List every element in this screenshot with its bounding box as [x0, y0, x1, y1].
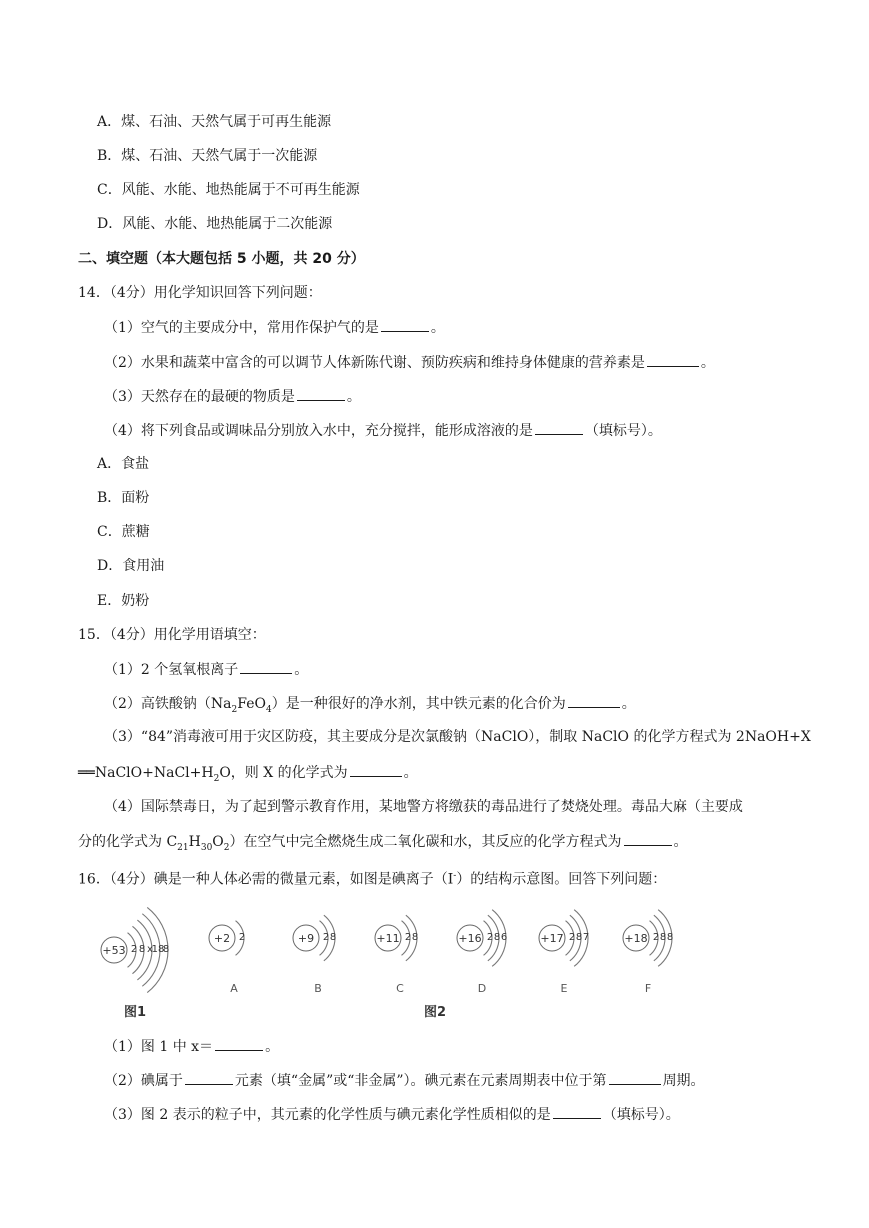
- electron-count: 6: [500, 932, 508, 943]
- answer-blank[interactable]: [647, 352, 699, 367]
- electron-count: 8: [575, 932, 583, 943]
- atom-letter: E: [560, 982, 568, 995]
- q15-part4-line1: （4）国际禁毒日，为了起到警示教育作用，某地警方将缴获的毒品进行了焚烧处理。毒品大麻（主要成: [104, 799, 743, 815]
- nucleus-charge: +9: [297, 932, 315, 945]
- atom-letter: F: [644, 982, 652, 995]
- section-heading: 二、填空题（本大题包括 5 小题，共 20 分）: [78, 251, 365, 267]
- q15-part3-line2: $══NaClO+NaCl+H_2O$，则 X 的化学式为 。: [78, 762, 418, 783]
- electron-count: x: [147, 944, 153, 955]
- answer-blank[interactable]: [535, 420, 583, 435]
- figure-2-label: 图2: [424, 1005, 447, 1020]
- electron-count: 8: [659, 932, 667, 943]
- electron-count: 2: [238, 932, 246, 943]
- answer-blank[interactable]: [624, 831, 672, 846]
- atom-letter: A: [230, 982, 238, 995]
- electron-count: 2: [652, 932, 660, 943]
- q14-option: D．食用油: [97, 558, 165, 574]
- answer-blank[interactable]: [553, 1104, 601, 1119]
- electron-count: 8: [666, 932, 674, 943]
- q14-option: E．奶粉: [97, 593, 150, 609]
- q14-option: B．面粉: [97, 490, 150, 506]
- electron-count: 8: [411, 932, 419, 943]
- atom-letter: D: [477, 982, 487, 995]
- q16-part1: （1）图 1 中 x＝ 。: [104, 1036, 279, 1057]
- nucleus-charge: +18: [624, 932, 648, 945]
- atom-letter: C: [396, 982, 404, 995]
- nucleus-charge: +17: [540, 932, 564, 945]
- q15-part2: （2）高铁酸钠$(Na_2FeO_4)$是一种很好的净水剂，其中铁元素的化合价为 。: [104, 693, 636, 714]
- q14-option: C．蔗糖: [97, 524, 150, 540]
- atomic-structure-figure: [90, 900, 730, 1024]
- nucleus-charge: +2: [213, 932, 231, 945]
- atom-letter: B: [314, 982, 322, 995]
- q15-part1: （1）2 个氢氧根离子 。: [104, 659, 308, 680]
- answer-blank[interactable]: [350, 762, 402, 777]
- answer-blank[interactable]: [297, 386, 345, 401]
- electron-count: 2: [130, 944, 138, 955]
- electron-count: 8: [493, 932, 501, 943]
- figure-1-label: 图1: [124, 1005, 147, 1020]
- q16-part2: （2）碘属于 元素（填“金属”或“非金属”）。碘元素在元素周期表中位于第 周期。: [104, 1070, 705, 1091]
- q14-part2: （2）水果和蔬菜中富含的可以调节人体新陈代谢、预防疾病和维持身体健康的营养素是 。: [104, 352, 715, 373]
- q14-part1: （1）空气的主要成分中，常用作保护气的是 。: [104, 317, 445, 338]
- option-c: C．风能、水能、地热能属于不可再生能源: [97, 182, 360, 198]
- answer-blank[interactable]: [240, 659, 292, 674]
- q15-part3-line1: （3）“84”消毒液可用于灾区防疫，其主要成分是次氯酸钠（NaClO），制取 NaClO 的化学方程式为 2NaOH+X: [104, 729, 811, 745]
- electron-count: 7: [582, 932, 590, 943]
- option-b: B．煤、石油、天然气属于一次能源: [97, 148, 318, 164]
- answer-blank[interactable]: [215, 1036, 263, 1051]
- q15-part4-line2: 分的化学式为 $C_{21}H_{30}O_2$）在空气中完全燃烧生成二氧化碳和水，其反应的化学方程式为 。: [78, 831, 688, 852]
- electron-count: 8: [162, 944, 170, 955]
- answer-blank[interactable]: [609, 1070, 661, 1085]
- q14-title: 14．（4分）用化学知识回答下列问题：: [78, 285, 322, 301]
- q16-part3: （3）图 2 表示的粒子中，其元素的化学性质与碘元素化学性质相似的是 （填标号）。: [104, 1104, 680, 1125]
- electron-count: 2: [486, 932, 494, 943]
- nucleus-charge: +53: [102, 944, 126, 957]
- electron-count: 2: [322, 932, 330, 943]
- option-a: A．煤、石油、天然气属于可再生能源: [97, 114, 332, 130]
- answer-blank[interactable]: [381, 317, 429, 332]
- q14-part4: （4）将下列食品或调味品分别放入水中，充分搅拌，能形成溶液的是 （填标号）。: [104, 420, 662, 441]
- electron-count: 2: [568, 932, 576, 943]
- q14-option: A．食盐: [97, 456, 150, 472]
- electron-count: 8: [138, 944, 146, 955]
- q16-title: 16．（4分）碘是一种人体必需的微量元素，如图是碘离子（I-）的结构示意图。回答下列问题：: [78, 871, 667, 888]
- nucleus-charge: +16: [458, 932, 482, 945]
- answer-blank[interactable]: [568, 693, 620, 708]
- option-d: D．风能、水能、地热能属于二次能源: [97, 216, 333, 232]
- electron-count: 18: [151, 944, 165, 955]
- answer-blank[interactable]: [185, 1070, 233, 1085]
- electron-count: 8: [329, 932, 337, 943]
- nucleus-charge: +11: [376, 932, 400, 945]
- q14-part3: （3）天然存在的最硬的物质是 。: [104, 386, 361, 407]
- electron-count: 2: [404, 932, 412, 943]
- q15-title: 15．（4分）用化学用语填空：: [78, 627, 266, 643]
